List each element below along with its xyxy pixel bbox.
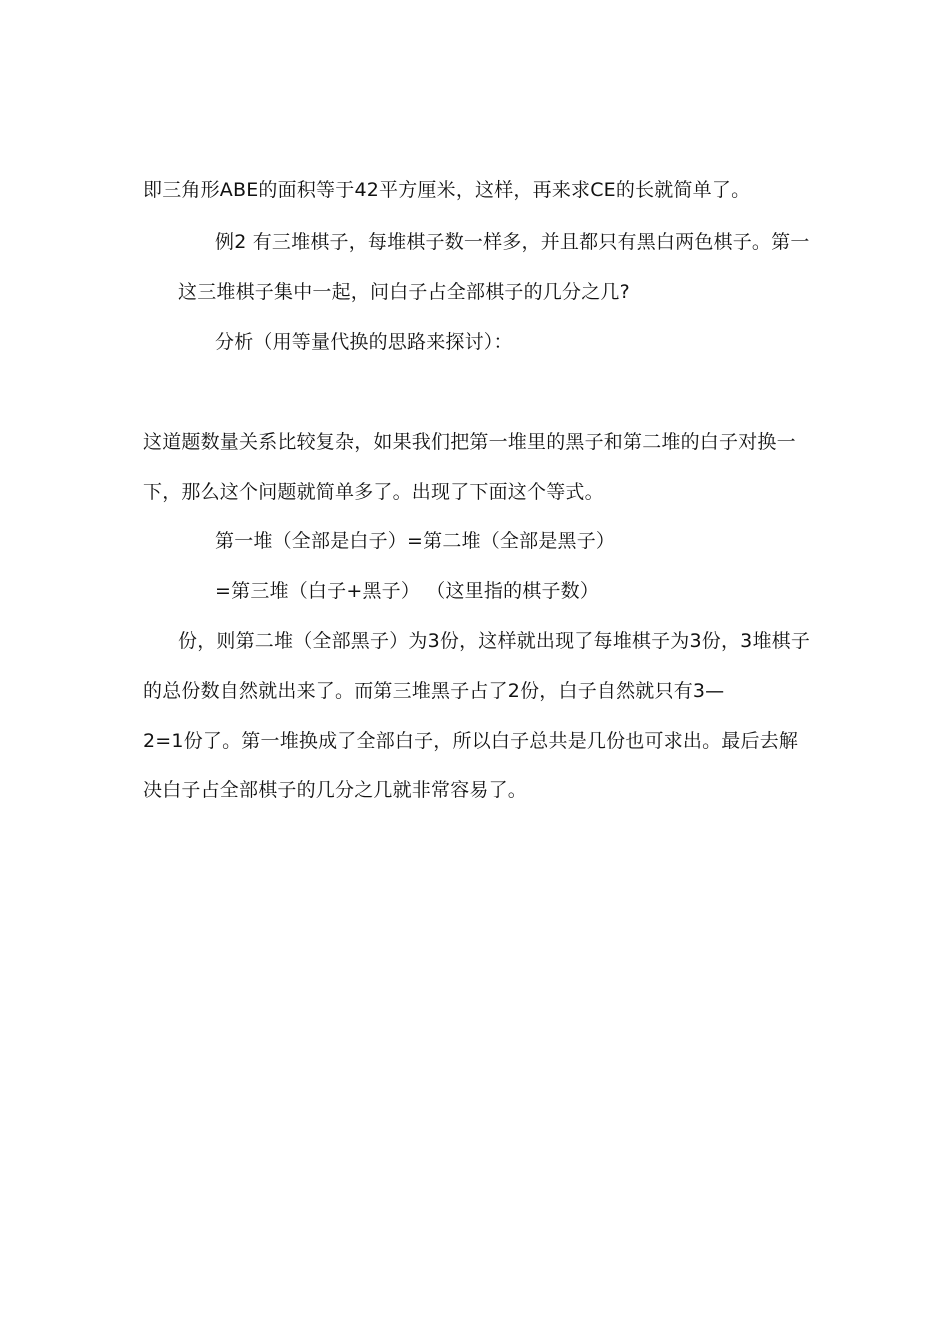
text-line-5: 这道题数量关系比较复杂，如果我们把第一堆里的黑子和第二堆的白子对换一	[143, 431, 796, 453]
text-line-9: 份，则第二堆（全部黑子）为3份，这样就出现了每堆棋子为3份，3堆棋子	[178, 630, 811, 652]
analysis-heading: 分析（用等量代换的思路来探讨）：	[215, 331, 513, 353]
example-2-heading-line: 例2 有三堆棋子，每堆棋子数一样多，并且都只有黑白两色棋子。第一	[215, 231, 810, 253]
text-line-1: 即三角形ABE的面积等于42平方厘米，这样，再来求CE的长就简单了。	[143, 179, 751, 201]
example-2-question-line: 这三堆棋子集中一起，问白子占全部棋子的几分之几?	[178, 281, 630, 303]
equation-line-1: 第一堆（全部是白子）=第二堆（全部是黑子）	[215, 530, 616, 552]
text-line-6: 下，那么这个问题就简单多了。出现了下面这个等式。	[143, 481, 604, 503]
text-line-11: 2=1份了。第一堆换成了全部白子，所以白子总共是几份也可求出。最后去解	[143, 730, 799, 752]
text-line-10: 的总份数自然就出来了。而第三堆黑子占了2份，白子自然就只有3—	[143, 680, 725, 702]
equation-line-2: =第三堆（白子+黑子） （这里指的棋子数）	[215, 580, 600, 602]
text-line-12: 决白子占全部棋子的几分之几就非常容易了。	[143, 779, 528, 801]
